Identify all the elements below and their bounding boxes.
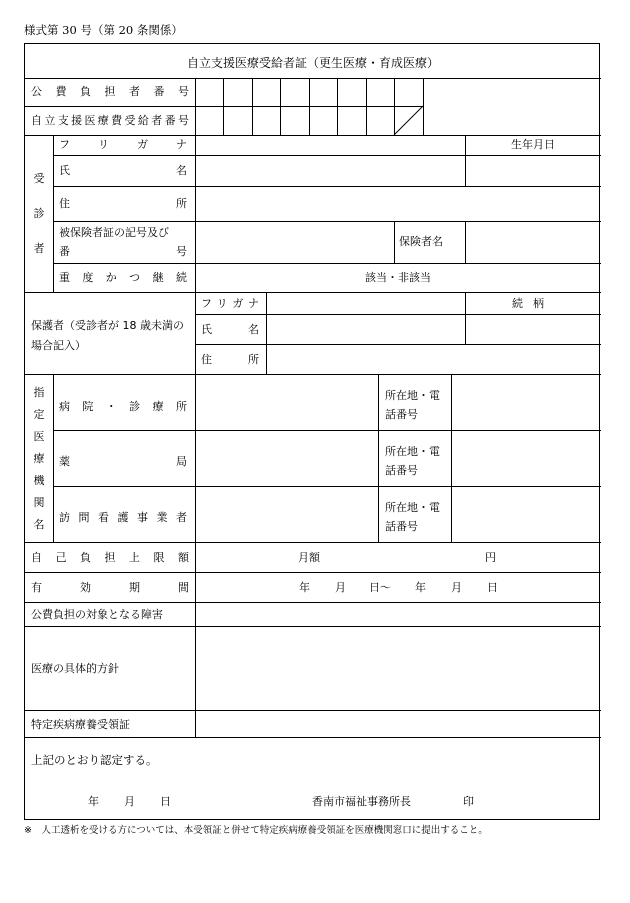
footnote: ※ 人工透析を受ける方については、本受領証と併せて特定疾病療養受領証を医療機関窓口に提出すること。 (24, 825, 488, 836)
rule (25, 542, 601, 543)
guardian-name-label: 氏 名 (201, 323, 259, 336)
cert-date-month: 月 (124, 795, 135, 808)
rule (53, 374, 54, 542)
nursing-location-label-1: 所在地・電 (385, 501, 440, 514)
rule (25, 710, 601, 711)
birthdate-label: 生年月日 (511, 138, 555, 151)
guardian-label-1: 保護者（受診者が 18 歳未満の (31, 319, 184, 332)
patient-name-label: 氏 名 (59, 164, 187, 177)
hospital-location-label-1: 所在地・電 (385, 389, 440, 402)
pharmacy-location-label-1: 所在地・電 (385, 445, 440, 458)
form-reference: 様式第 30 号（第 20 条関係） (24, 23, 183, 37)
rule (25, 106, 423, 107)
rule (337, 78, 338, 135)
rule (25, 292, 601, 293)
visiting-nursing-label: 訪 問 看 護 事 業 者 (59, 511, 187, 524)
rule (53, 221, 601, 222)
validity-end-month: 月 (451, 581, 462, 594)
severe-continuous-label: 重 度 か つ 継 続 (59, 271, 187, 284)
form-title: 自立支援医療受給者証（更生医療・育成医療） (186, 56, 439, 70)
patient-group-label: 受 診 者 (33, 172, 45, 255)
validity-end-day: 日 (487, 581, 498, 594)
rule (280, 78, 281, 135)
insurance-symbol-label-1: 被保険者証の記号及び (59, 226, 169, 239)
guardian-furigana-label: フ リ ガ ナ (201, 297, 259, 310)
rule (25, 572, 601, 573)
specified-disease-label: 特定疾病療養受領証 (31, 718, 130, 731)
relationship-label: 続柄 (512, 297, 554, 310)
rule (25, 602, 601, 603)
rule (25, 626, 601, 627)
recipient-number-label: 自 立 支 援 医 療 費 受 給 者 番 号 (31, 114, 189, 127)
rule (195, 314, 601, 315)
nursing-location-label-2: 話番号 (385, 520, 418, 533)
hospital-clinic-label: 病 院 ・ 診 療 所 (59, 400, 187, 413)
rule (223, 78, 224, 135)
medical-policy-label: 医療の具体的方針 (31, 662, 119, 675)
patient-address-label: 住 所 (59, 197, 187, 210)
certification-text: 上記のとおり認定する。 (31, 753, 158, 767)
public-payer-number-label: 公 費 負 担 者 番 号 (31, 85, 189, 98)
rule (252, 78, 253, 135)
rule (394, 221, 395, 263)
rule (53, 430, 601, 431)
rule (195, 344, 601, 345)
validity-start-day: 日〜 (369, 581, 391, 594)
rule (465, 221, 466, 263)
disability-label: 公費負担の対象となる障害 (31, 608, 163, 621)
hospital-location-label-2: 話番号 (385, 408, 418, 421)
rule (378, 374, 379, 542)
rule (451, 374, 452, 542)
certificate-form (24, 43, 600, 820)
issuer-name: 香南市福祉事務所長 (312, 795, 411, 808)
rule (366, 78, 367, 135)
slash-mark (394, 106, 423, 135)
rule (25, 374, 601, 375)
cert-date-day: 日 (160, 795, 171, 808)
pharmacy-label: 薬 局 (59, 455, 187, 468)
validity-start-year: 年 (299, 581, 310, 594)
rule (309, 78, 310, 135)
validity-end-year: 年 (415, 581, 426, 594)
validity-period-label: 有 効 期 間 (31, 581, 189, 594)
copay-limit-label: 自 己 負 担 上 限 額 (31, 551, 189, 564)
seal-mark: 印 (463, 795, 474, 808)
rule (53, 155, 601, 156)
patient-furigana-label: フ リ ガ ナ (59, 138, 187, 151)
rule (53, 186, 601, 187)
rule (25, 78, 601, 79)
rule (25, 737, 601, 738)
insurer-name-label: 保険者名 (399, 235, 443, 248)
facility-group-label: 指 定 医 療 機 関 名 (33, 386, 45, 531)
severe-continuous-value: 該当・非該当 (365, 271, 431, 284)
yen-label: 円 (485, 551, 496, 564)
cert-date-year: 年 (88, 795, 99, 808)
rule (53, 486, 601, 487)
validity-start-month: 月 (335, 581, 346, 594)
monthly-label: 月額 (298, 551, 320, 564)
rule (53, 135, 54, 292)
pharmacy-location-label-2: 話番号 (385, 464, 418, 477)
guardian-label-2: 場合記入） (31, 339, 86, 352)
insurance-symbol-label-2: 番 号 (59, 245, 187, 258)
guardian-address-label: 住 所 (201, 353, 259, 366)
rule (266, 292, 267, 374)
rule (25, 135, 601, 136)
rule (195, 78, 196, 737)
rule (53, 263, 601, 264)
